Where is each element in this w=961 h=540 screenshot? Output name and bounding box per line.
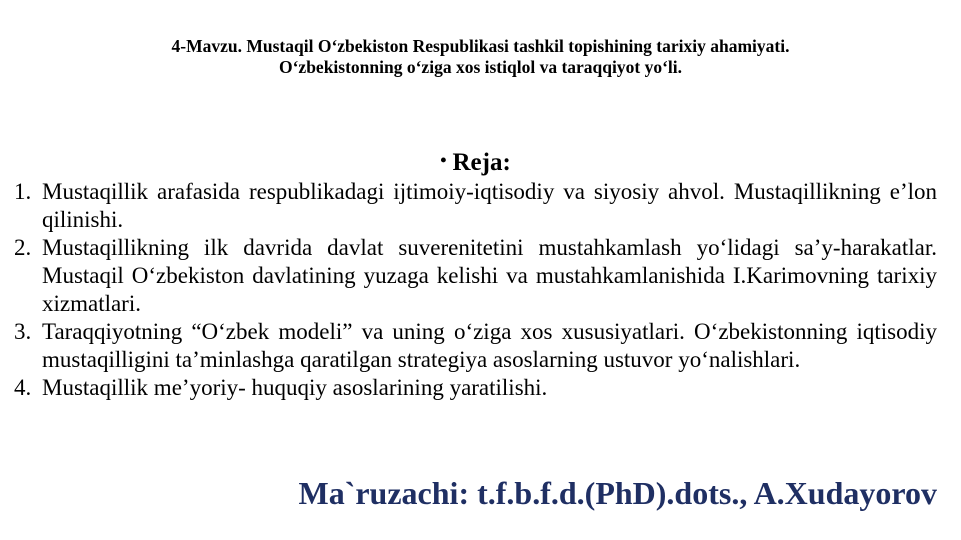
lecture-title-line-2: O‘zbekistonning o‘ziga xos istiqlol va taraqqiyot yo‘li. (278, 57, 682, 77)
bullet-icon: • (440, 150, 447, 170)
plan-heading-label: Reja: (452, 149, 511, 176)
plan-item-text: Mustaqillikning ilk davrida davlat suverenitetini mustahkamlash yo‘lidagi sa’y-harakatlar. Mustaqil O‘zbekiston davlatining yuzaga kelishi va mustahkamlanishida I.Karimovning tarixiy xizmatlari. (42, 235, 937, 316)
plan-item-number: 3. (14, 319, 32, 344)
plan-list (14, 178, 937, 402)
plan-item-text: Mustaqillik arafasida respublikadagi ijtimoiy-iqtisodiy va siyosiy ahvol. Mustaqillikning e’lon qilinishi. (42, 179, 937, 232)
plan-heading (0, 145, 951, 178)
plan-item-text: Taraqqiyotning “O‘zbek modeli” va uning o‘ziga xos xususiyatlari. O‘zbekistonning iqtisodiy mustaqilligini ta’minlashga qaratilgan strategiya asoslarning ustuvor yo‘nalishlari. (42, 319, 937, 372)
plan-item-text: Mustaqillik me’yoriy- huquqiy asoslarining yaratilishi. (42, 375, 548, 400)
plan-item-number: 4. (14, 375, 32, 400)
plan-item-number: 2. (14, 235, 32, 260)
lecture-title (0, 36, 961, 78)
plan-item-4 (14, 374, 937, 402)
lecture-title-line-1: 4-Mavzu. Mustaqil O‘zbekiston Respublikasi tashkil topishining tarixiy ahamiyati. (171, 36, 790, 56)
plan-item-number: 1. (14, 179, 32, 204)
plan-item-2 (14, 234, 937, 318)
plan-item-1 (14, 178, 937, 234)
plan-item-3 (14, 318, 937, 374)
speaker-credit: Ma`ruzachi: t.f.b.f.d.(PhD).dots., A.Xudayorov (298, 475, 937, 511)
